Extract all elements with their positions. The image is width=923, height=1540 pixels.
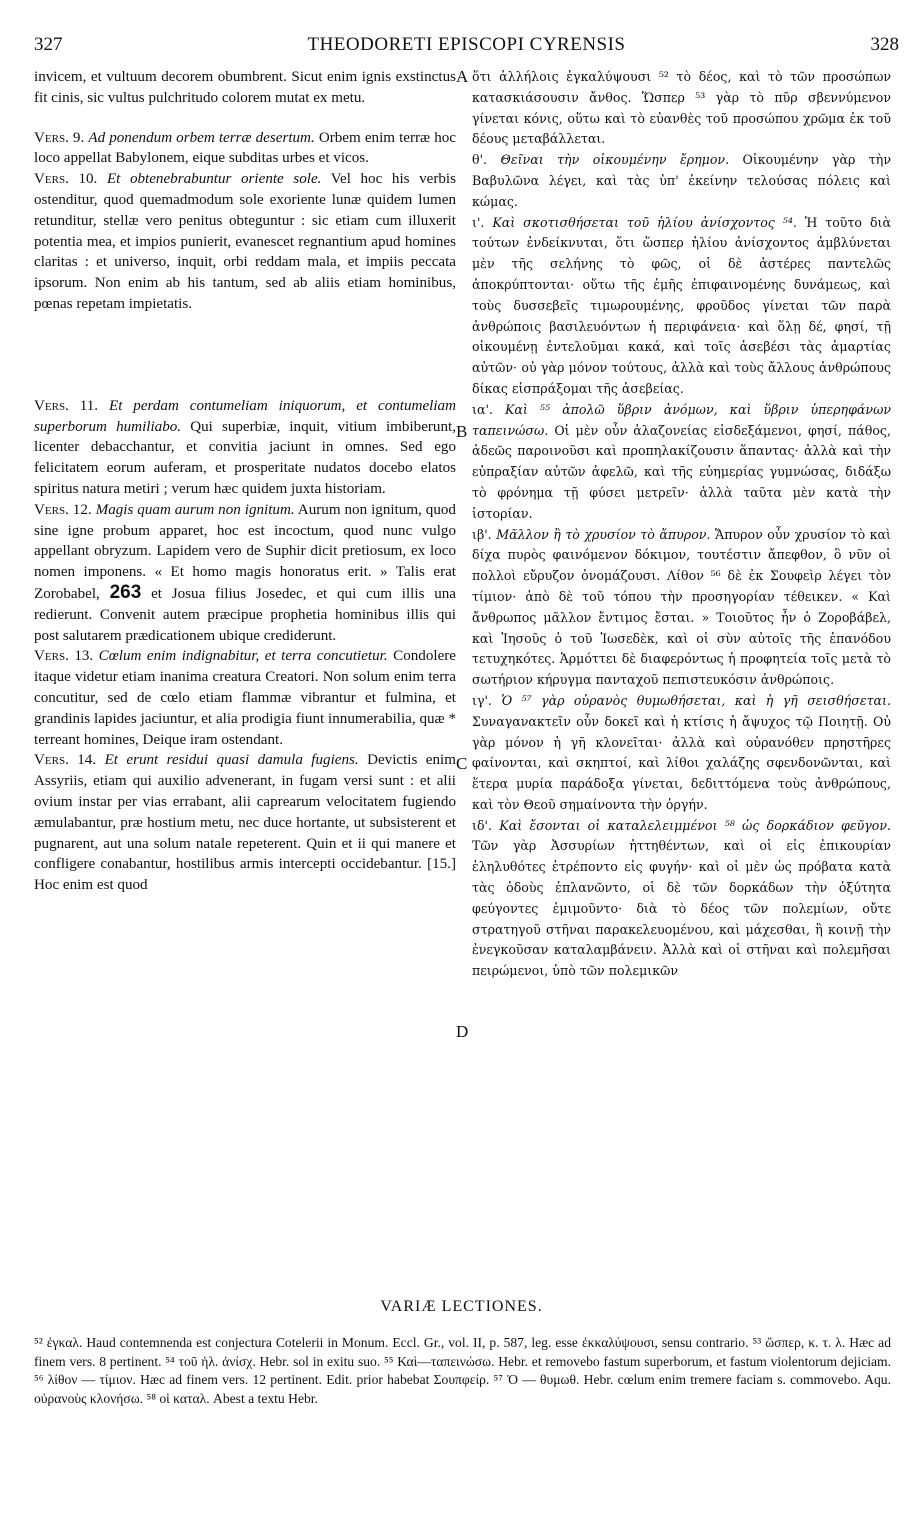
margin-letter-b: B (456, 422, 468, 441)
verse-lemma: Ὁ ⁵⁷ γὰρ οὐρανὸς θυμωθήσεται, καὶ ἡ γῆ σεισθήσεται. (501, 692, 891, 708)
footnote-text: ⁵² ἐγκαλ. Haud contemnenda est conjectura Cotelerii in Monum. Eccl. Gr., vol. II, p. 587, leg. esse ἐκκαλύψουσι, sensu contrario. ⁵³ ὥσπερ, κ. τ. λ. Hæc ad finem vers. 8 pertinent. ⁵⁴ τοῦ ἡλ. ἀνίσχ. Hebr. sol in exitu suo. ⁵⁵ Καὶ—ταπεινώσω. Hebr. et removebo fastum superborum, et fastum violentorum dejiciam. ⁵⁶ λίθον — τίμιον. Hæc ad finem vers. 12 pertinent. Edit. prior habebat Σουπφείρ. ⁵⁷ Ὁ — θυμωθ. Hebr. cœlum enim tremere faciam s. commovebo. Aqu. οὐρανοὺς κλονήσω. ⁵⁸ οἱ καταλ. Abest a textu Hebr. (34, 1335, 891, 1406)
verse-label: Vers. 10. (34, 171, 98, 188)
verse-label: Vers. 9. (34, 129, 85, 146)
verse-text: et Josua filius Josedec, et qui cum illis una redierunt. Convenit autem præcipue prophetia hominibus illis qui post salutarem prædicationem ubique crediderunt. (34, 585, 456, 644)
verse-lemma: Θεῖναι τὴν οἰκουμένην ἔρημον. (500, 152, 730, 168)
verse-label: ιβ'. (472, 526, 492, 542)
verse-lemma: Et erunt residui quasi damula fugiens. (104, 752, 359, 769)
verse-label: Vers. 12. (34, 501, 92, 518)
footnotes (34, 1334, 891, 1408)
greek-verse-14 (472, 816, 891, 982)
varia-lectiones-title: VARIÆ LECTIONES. (380, 1298, 543, 1315)
verse-text: Τῶν γὰρ Ἀσσυρίων ἡττηθέντων, καὶ οἱ εἰς ἐπικουρίαν ἐληλυθότες ἐτρέποντο εἰς φυγήν· καὶ οἱ μὲν ὡς πρόβατα κατὰ τὰς ὁδοὺς ἐπλανῶντο, οἱ δὲ τῶν δορκάδων τὴν ὀξύτητα φεύγοντες ἐμιμοῦντο· διὰ τὸ δέος τῶν πολεμίων, οὔτε στρατηγοῦ στῆναι παρακελευομένου, καὶ μάχεσθαι, ἢ κοινῇ τὴν ἐνεγκοῦσαν καταλαμβάνειν. Ἀλλὰ καὶ οἱ στῆναι καὶ πολεμῆσαι πειρώμενοι, ὑπὸ τῶν πολεμικῶν (472, 838, 891, 979)
verse-label: ια'. (472, 401, 493, 417)
verse-text: Οἱ μὲν οὖν ἀλαζονείας εἰσδεξάμενοι, φησί, πάθος, ἀδεῶς παροινοῦσι καὶ προπηλακίζουσιν ἅπαντας· ἀλλὰ καὶ τὴν εὐπραξίαν αὐτῶν ἀφελῶ, καὶ τῆς εὐημερίας γυμνώσας, διδάξω τὸ φρόνημα τῇ φύσει μετρεῖν· ἀλλὰ ταῦτα μὲν κατὰ τὴν ἱστορίαν. (472, 422, 891, 521)
greek-verse-9 (472, 150, 891, 212)
verse-lemma: Καὶ ἔσονται οἱ καταλελειμμένοι ⁵⁸ ὡς δορκάδιον φεῦγον. (499, 817, 891, 833)
latin-column (34, 67, 456, 896)
greek-paragraph: ὅτι ἀλλήλοις ἐγκαλύψουσι ⁵² τὸ δέος, καὶ τὸ τῶν προσώπων κατασκιάσουσιν ἄνθος. Ὥσπερ ⁵³ γὰρ τὸ πῦρ σβεννύμενον γίνεται κόνις, οὕτω καὶ τὸ εὐανθὲς τοῦ προσώπου χρῶμα ἐκ τοῦ δέους μεταβάλλεται. (472, 69, 891, 147)
verse-label: ιγ'. (472, 692, 492, 708)
latin-verse-11 (34, 396, 456, 500)
greek-verse-10 (472, 213, 891, 400)
verse-text: Ἡ τοῦτο διὰ τούτων ἐνδείκνυται, ὅτι ὥσπερ ἡλίου ἀνίσχοντος ἀμβλύνεται μὲν τῆς σελήνης τὸ φῶς, οἱ δὲ ἀστέρες παντελῶς ἀποκρύπτονται· οὕτω τῆς ἐμῆς ἐπιφαινομένης δυνάμεως, καὶ τοὺς δυσσεβεῖς τιμωρουμένης, φροῦδος γίνεται τῶν παρὰ ἀνθρώποις βασιλευόντων ἡ περιφάνεια· καὶ ὅλῃ δέ, φησί, τῇ οἰκουμένῃ ἐντελοῦμαι κακά, καὶ τοῖς ἀσεβέσι τὰς ἁμαρτίας αὐτῶν· οὐ γὰρ μόνον τούτους, ἀλλὰ καὶ τοὺς ἄλλους ἀνθρώπους δίκας εἰσπράξομαι τῆς ἀσεβείας. (472, 214, 891, 396)
verse-text: Condolere itaque videtur etiam inanima creatura Creatori. Non solum enim terra concutitur, sed de cœlo etiam flammæ vibrantur et fulmina, et grandinis lapides jaciuntur, et alia prodigia fiunt innumerabilia, quæ * terreant homines, Deique iram ostendant. (34, 648, 456, 748)
verse-lemma: Magis quam aurum non ignitum. (95, 501, 295, 518)
verse-text: Aurum non ignitum, quod sine igne probum apparet, hoc est incoctum, quod nunc vulgo appellant obryzum. Lapidem vero de Suphir dicit pretiosum, ex loco nomen imponens. « Et homo magis honoratus erit. » Talis erat Zorobabel, (34, 501, 456, 602)
column-number: 263 (109, 581, 142, 603)
verse-lemma: Καὶ ⁵⁵ ἀπολῶ ὕβριν ἀνόμων, καὶ ὕβριν ὑπερηφάνων ταπεινώσω. (472, 401, 891, 438)
verse-text: Συναγανακτεῖν οὖν δοκεῖ καὶ ἡ κτίσις ἡ ἄψυχος τῷ Ποιητῇ. Οὐ γὰρ μόνον ἡ γῆ κλονεῖται· ἀλλὰ καὶ οὐρανόθεν πρηστῆρες φαίνονται, καὶ σκηπτοί, καὶ λίθοι χαλάζης σφενδονῶνται, καὶ ἕτερα μυρία παράδοξα γίνεται, δεδιττόμενα τοὺς ἀνθρώπους, καὶ τὸν Θεοῦ σημαίνοντα τὴν ὀργήν. (472, 713, 891, 812)
verse-text: Vel hoc his verbis ostenditur, quod quemadmodum sole exoriente lunæ quidem lumen retunditur, stellæ vero penitus obteguntur : sic etiam cum illuxerit potentia mea, et impios punierit, evanescet regnantium apud homines claritas : et universo, inquit, orbi reddam mala, et impiis peccata ipsorum. Non enim ab his tantum, sed ab aliis etiam hominibus, pœnas repetam impietatis. (34, 171, 456, 312)
verse-text: Devictis enim Assyriis, etiam qui auxilio advenerant, in fugam versi sunt : et alii ovium instar per vias errabant, alii caprearum velocitatem fugiendo æmulabantur, præ hostium metu, nec duce hortante, ut subsisterent et pugnarent, aut una solum natale repeterent. Quin et ii qui manere et confligere conabantur, hostilibus armis intercepti occidebantur. [15.] Hoc enim est quod (34, 752, 456, 894)
page-number-right: 328 (870, 34, 899, 55)
page-number-left: 327 (34, 34, 63, 55)
latin-verse-10 (34, 169, 456, 315)
latin-paragraph: invicem, et vultuum decorem obumbrent. Sicut enim ignis exstinctus fit cinis, sic vultus pulchritudo colorem mutat ex metu. (34, 69, 456, 106)
margin-letter-a: A (456, 67, 469, 86)
latin-verse-12 (34, 500, 456, 647)
verse-label: Vers. 14. (34, 752, 97, 769)
greek-verse-11 (472, 400, 891, 525)
verse-lemma: Μᾶλλον ἢ τὸ χρυσίον τὸ ἄπυρον. (496, 526, 711, 542)
verse-label: ι'. (472, 214, 485, 230)
verse-lemma: Et perdam contumeliam iniquorum, et contumeliam superborum humiliabo. (34, 397, 456, 435)
verse-text: Οἰκουμένην γὰρ τὴν Βαβυλῶνα λέγει, καὶ τὰς ὑπ' ἐκείνην τελούσας πόλεις καὶ κώμας. (472, 152, 891, 209)
verse-lemma: Cœlum enim indignabitur, et terra concutietur. (98, 648, 388, 665)
verse-lemma: Καὶ σκοτισθήσεται τοῦ ἡλίου ἀνίσχοντος ⁵⁴. (492, 214, 797, 230)
greek-verse-13 (472, 691, 891, 816)
margin-letter-c: C (456, 754, 468, 773)
greek-verse-12 (472, 525, 891, 691)
verse-label: Vers. 11. (34, 397, 99, 414)
margin-letter-d: D (456, 1022, 469, 1041)
verse-lemma: Et obtenebrabuntur oriente sole. (106, 171, 322, 188)
running-header (34, 34, 899, 64)
verse-text: Ἄπυρον οὖν χρυσίον τὸ καὶ δίχα πυρὸς φαινόμενον δόκιμον, τουτέστιν ἄπεφθον, ὃ νῦν οἱ πολλοὶ εὔρυζον ὀνομάζουσι. Λίθον ⁵⁶ δὲ ἐκ Σουφεὶρ λέγει τὸν τίμιον· ἀπὸ δὲ τοῦ τόπου τὴν προσηγορίαν τέθεικεν. « Καὶ ἄνθρωπος μᾶλλον ἔντιμος ἔσται. » Τοιοῦτος ἦν ὁ Ζοροβάβελ, καὶ Ἰησοῦς ὁ τοῦ Ἰωσεδὲκ, καὶ οἱ σὺν αὐτοῖς τῆς ἐπανόδου τετυχηκότες. Ἁρμόττει δὲ διαφερόντως ἡ προφητεία τοῖς μετὰ τὸ σωτήριον κήρυγμα πανταχοῦ πεπιστευκόσιν ἀνθρώποις. (472, 526, 891, 688)
verse-text: Qui superbiæ, inquit, vitium imbiberunt, licenter debacchantur, et convitia jaciunt in omnes. Sed ego felicitatem eorum auferam, et prosperitate nudatos docebo elatos spiritus natura metiri ; verum hæc quidem juxta historiam. (34, 418, 456, 497)
running-title: THEODORETI EPISCOPI CYRENSIS (307, 34, 626, 55)
latin-verse-9 (34, 128, 456, 170)
verse-label: ιδ'. (472, 817, 492, 833)
verse-text: Orbem enim terræ hoc loco appellat Babylonem, eique subditas urbes et vicos. (34, 129, 456, 167)
verse-label: θ'. (472, 152, 488, 168)
latin-verse-14 (34, 750, 456, 896)
verse-label: Vers. 13. (34, 648, 94, 665)
verse-lemma: Ad ponendum orbem terræ desertum. (88, 129, 315, 146)
greek-column (472, 67, 891, 982)
latin-verse-13 (34, 646, 456, 750)
